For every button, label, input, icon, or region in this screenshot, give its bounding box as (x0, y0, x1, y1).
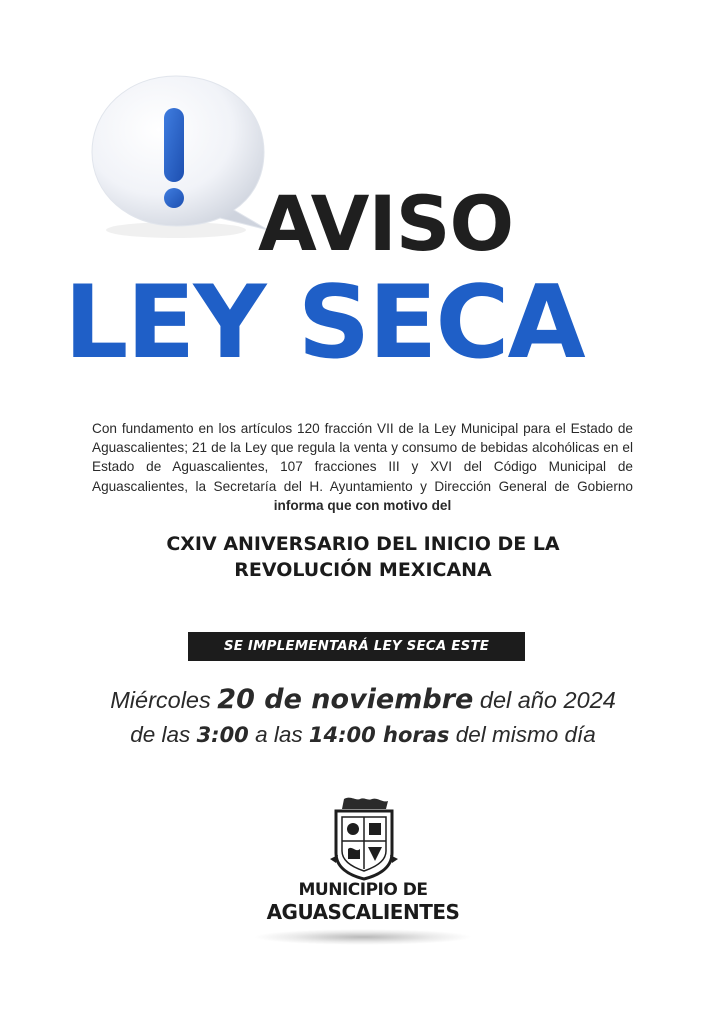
municipio-logo (240, 882, 486, 922)
date-line (40, 680, 686, 720)
ley-seca-title: LEY SECA (64, 263, 584, 381)
de-las-text: de las (130, 722, 191, 747)
legal-informa: informa (273, 497, 324, 513)
legal-paragraph (92, 419, 633, 515)
start-time: 3:00 (196, 723, 249, 747)
anniversary-heading (100, 531, 626, 583)
year-text: del año 2024 (479, 687, 616, 713)
coat-of-arms-icon (330, 795, 398, 883)
legal-text: Con fundamento en los artículos 120 fracción VII de la Ley Municipal para el Estado de Aguascalientes; 21 de la Ley que regula la venta y consumo de bebidas alcohólicas en el Estado de Aguascalientes, 107 fracciones III y XVI del Código Municipal de Aguascalientes, la Secretaría del H. Ayuntamiento y Dirección General de Gobierno (92, 421, 633, 494)
ley-seca-banner: SE IMPLEMENTARÁ LEY SECA ESTE (188, 632, 525, 661)
same-day-text: del mismo día (455, 722, 596, 747)
a-las-text: a las (255, 722, 303, 747)
municipio-line-2: AGUASCALIENTES (266, 900, 460, 924)
date-value: 20 de noviembre (217, 684, 474, 715)
legal-motivo: que con motivo del (327, 497, 452, 513)
exclamation-bubble-icon (88, 70, 278, 240)
anniversary-line-1: CXIV ANIVERSARIO DEL INICIO DE LA (166, 533, 560, 555)
time-line (40, 717, 686, 753)
logo-shadow (253, 929, 473, 945)
anniversary-line-2: REVOLUCIÓN MEXICANA (234, 559, 492, 581)
weekday: Miércoles (110, 687, 211, 713)
aviso-heading: AVISO (258, 179, 514, 268)
end-time: 14:00 horas (308, 723, 450, 747)
municipio-line-1: MUNICIPIO DE (298, 880, 428, 900)
